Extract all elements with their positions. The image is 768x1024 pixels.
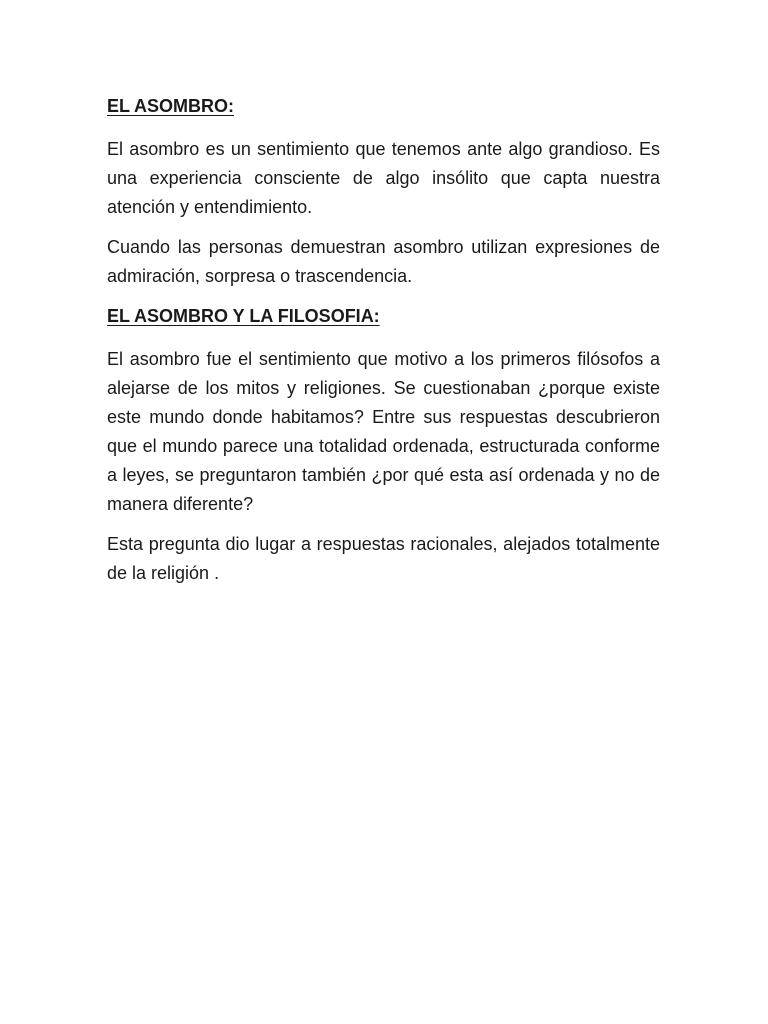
section-heading: EL ASOMBRO Y LA FILOSOFIA: <box>107 306 380 326</box>
document-body <box>107 92 660 599</box>
section-el-asombro-y-la-filosofia <box>107 302 660 588</box>
section-el-asombro <box>107 92 660 291</box>
paragraph: El asombro fue el sentimiento que motivo a los primeros filósofos a alejarse de los mitos y religiones. Se cuestionaban ¿porque existe este mundo donde habitamos? Entre sus respuestas descubrieron que el mundo parece una totalidad ordenada, estructurada conforme a leyes, se preguntaron también ¿por qué esta así ordenada y no de manera diferente? <box>107 349 660 514</box>
paragraph: Cuando las personas demuestran asombro utilizan expresiones de admiración, sorpresa o trascendencia. <box>107 237 660 286</box>
paragraph: Esta pregunta dio lugar a respuestas racionales, alejados totalmente de la religión . <box>107 534 660 583</box>
paragraph: El asombro es un sentimiento que tenemos ante algo grandioso. Es una experiencia consciente de algo insólito que capta nuestra atención y entendimiento. <box>107 139 660 217</box>
section-heading: EL ASOMBRO: <box>107 96 235 116</box>
